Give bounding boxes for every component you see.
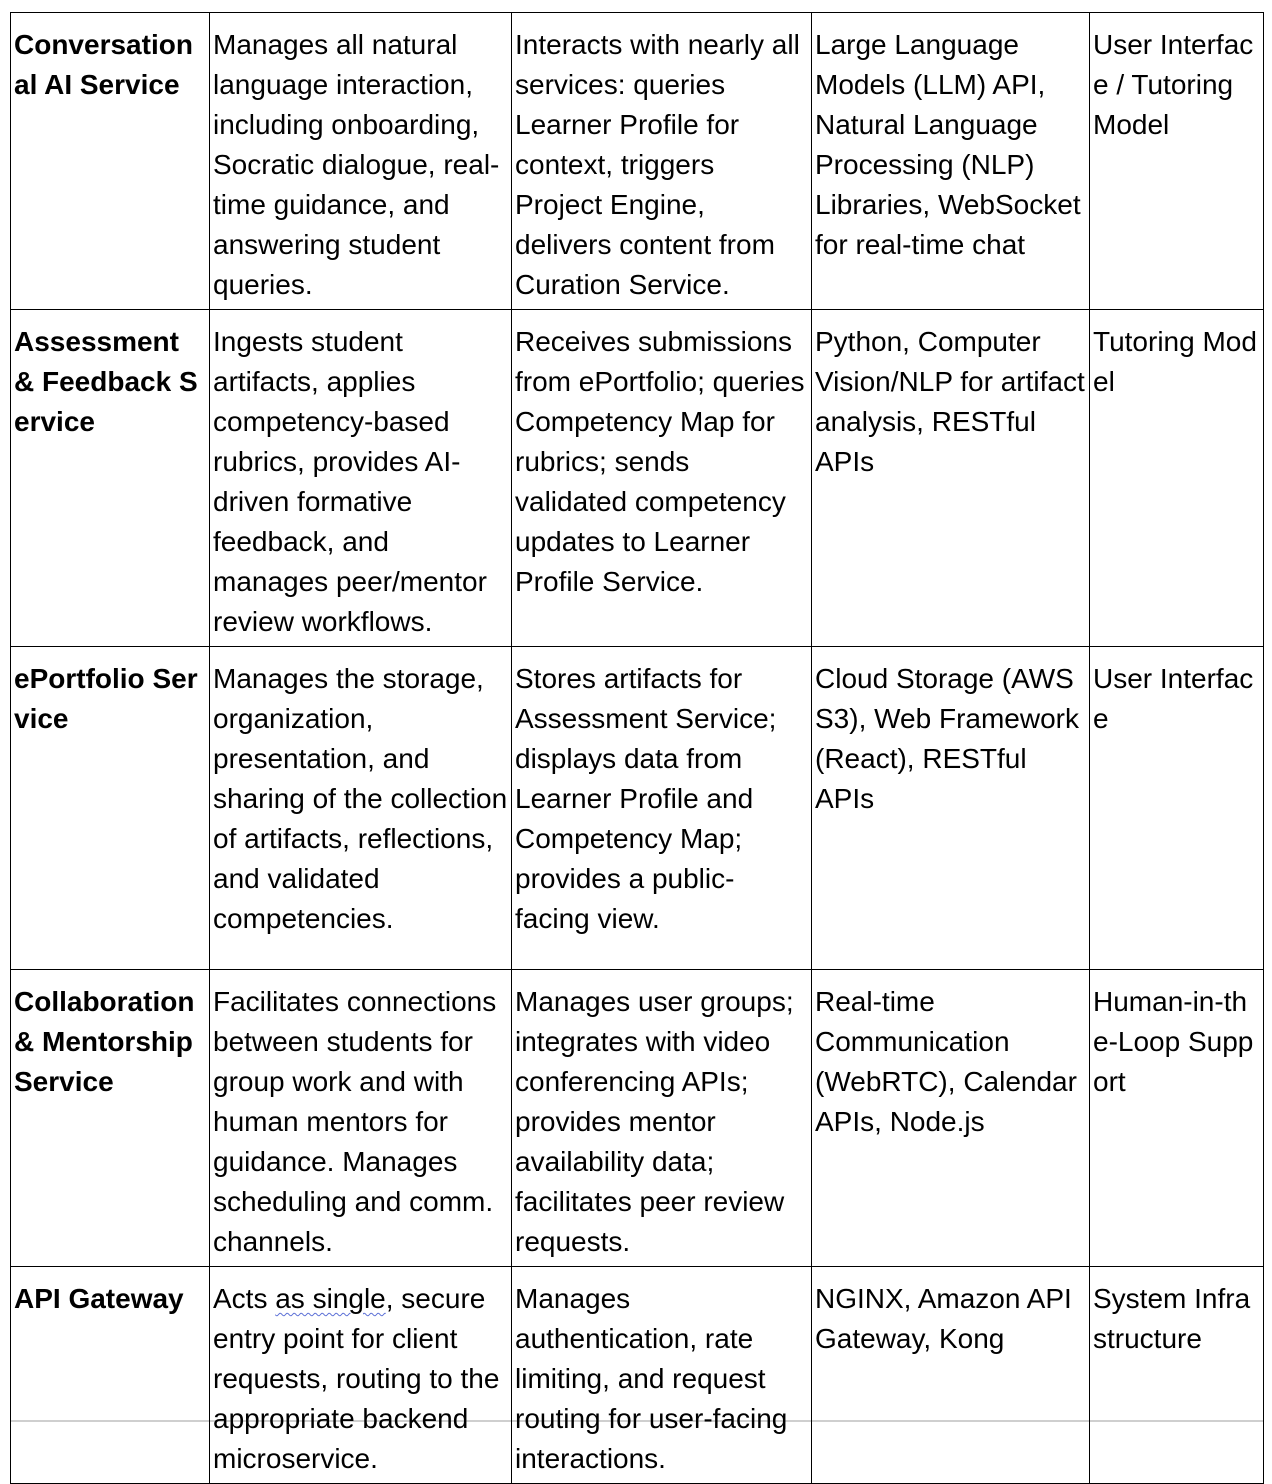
table-row: [11, 13, 1264, 310]
model-role-cell: Human-in-the-Loop Support: [1090, 970, 1264, 1267]
model-role-cell: User Interface: [1090, 647, 1264, 970]
interactions-cell: Receives submissions from ePortfolio; queries Competency Map for rubrics; sends validated competency updates to Learner Profile Service.: [512, 310, 812, 647]
technologies-cell: Large Language Models (LLM) API, Natural Language Processing (NLP) Libraries, WebSocket for real-time chat: [812, 13, 1090, 310]
responsibilities-cell: Manages the storage, organization, presentation, and sharing of the collection of artifacts, reflections, and validated competencies.: [210, 647, 512, 970]
table-row: [11, 310, 1264, 647]
responsibilities-cell: Ingests student artifacts, applies competency-based rubrics, provides AI-driven formative feedback, and manages peer/mentor review workflows.: [210, 310, 512, 647]
service-name-cell: ePortfolio Service: [11, 647, 210, 970]
services-table: [10, 12, 1264, 1484]
service-name-cell: Collaboration & Mentorship Service: [11, 970, 210, 1267]
interactions-cell: Manages user groups; integrates with video conferencing APIs; provides mentor availability data; facilitates peer review requests.: [512, 970, 812, 1267]
services-table-container: [10, 12, 1263, 1474]
service-name-cell: Conversational AI Service: [11, 13, 210, 310]
table-row: [11, 1267, 1264, 1484]
description-text: , secure entry point for client requests, routing to the appropriate backend microservice.: [213, 1283, 500, 1474]
model-role-cell: System Infrastructure: [1090, 1267, 1264, 1484]
service-name-cell: Assessment & Feedback Service: [11, 310, 210, 647]
model-role-cell: Tutoring Model: [1090, 310, 1264, 647]
model-role-cell: User Interface / Tutoring Model: [1090, 13, 1264, 310]
description-text: Acts: [213, 1283, 276, 1314]
technologies-cell: Real-time Communication (WebRTC), Calendar APIs, Node.js: [812, 970, 1090, 1267]
technologies-cell: Python, Computer Vision/NLP for artifact analysis, RESTful APIs: [812, 310, 1090, 647]
technologies-cell: Cloud Storage (AWS S3), Web Framework (React), RESTful APIs: [812, 647, 1090, 970]
table-row: [11, 970, 1264, 1267]
responsibilities-cell: [210, 1267, 512, 1484]
grammar-flagged-text[interactable]: as single: [275, 1283, 386, 1314]
technologies-cell: NGINX, Amazon API Gateway, Kong: [812, 1267, 1090, 1484]
responsibilities-cell: Manages all natural language interaction, including onboarding, Socratic dialogue, real-time guidance, and answering student queries.: [210, 13, 512, 310]
service-name-cell: API Gateway: [11, 1267, 210, 1484]
table-row: [11, 647, 1264, 970]
responsibilities-cell: Facilitates connections between students for group work and with human mentors for guidance. Manages scheduling and comm. channels.: [210, 970, 512, 1267]
interactions-cell: Stores artifacts for Assessment Service; displays data from Learner Profile and Competency Map; provides a public-facing view.: [512, 647, 812, 970]
interactions-cell: Manages authentication, rate limiting, and request routing for user-facing interactions.: [512, 1267, 812, 1484]
interactions-cell: Interacts with nearly all services: queries Learner Profile for context, triggers Project Engine, delivers content from Curation Service.: [512, 13, 812, 310]
